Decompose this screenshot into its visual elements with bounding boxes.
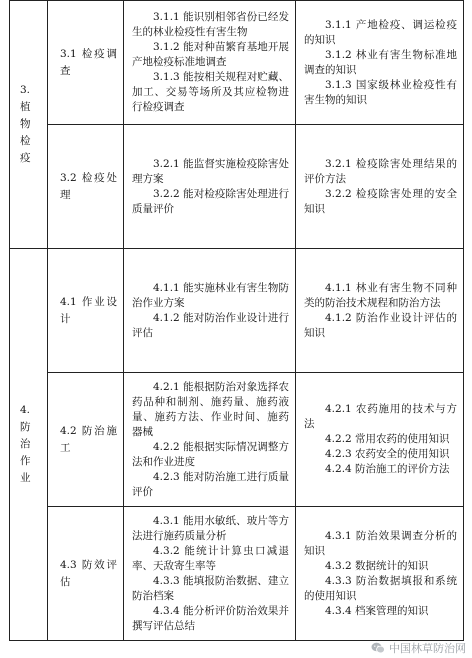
skill-item: 4.3.2 能统计计算虫口减退率、天敌寄生率等 — [132, 544, 289, 572]
work-item-cell — [48, 249, 124, 373]
knowledge-item: 3.2.2 检疫除害处理的安全知识 — [304, 187, 457, 215]
watermark-text: 中国林草防治网 — [389, 642, 466, 655]
knowledge-cell — [296, 249, 464, 373]
skill-item: 3.2.1 能监督实施检疫除害处理方案 — [132, 157, 289, 185]
knowledge-item: 4.3.4 档案管理的知识 — [325, 604, 429, 617]
skill-item: 4.1.1 能实施林业有害生物防治作业方案 — [132, 281, 289, 309]
table-row — [10, 125, 464, 249]
work-item-code-name: 3.1 检疫调查 — [60, 47, 117, 77]
section-name-char: 作 — [20, 455, 31, 467]
table-row — [10, 249, 464, 373]
knowledge-item: 4.3.3 防治数据填报和系统的使用知识 — [304, 574, 457, 602]
knowledge-cell — [296, 507, 464, 641]
watermark — [371, 640, 466, 656]
skill-item: 4.2.2 能根据实际情况调整方法和作业进度 — [132, 440, 289, 468]
knowledge-item: 4.2.4 防治施工的评价方法 — [325, 463, 450, 475]
skill-requirements-cell — [124, 1, 296, 125]
section-cell — [10, 1, 48, 249]
section-number: 4. — [20, 404, 31, 416]
skill-requirements-cell — [124, 249, 296, 373]
work-item-cell — [48, 373, 124, 507]
knowledge-item: 4.2.1 农药施用的技术与方法 — [304, 403, 457, 430]
table-row — [10, 373, 464, 507]
knowledge-item: 3.1.1 产地检疫、调运检疫的知识 — [304, 18, 457, 46]
wechat-icon — [371, 642, 385, 654]
skill-item: 4.3.3 能填报防治数据、建立防治档案 — [132, 574, 289, 602]
knowledge-cell — [296, 1, 464, 125]
section-name-char: 防 — [20, 421, 31, 433]
table-row — [10, 1, 464, 125]
skill-item: 3.1.3 能按相关规程对贮藏、加工、交易等场所及其应检物进行检疫调查 — [132, 71, 289, 113]
knowledge-cell — [296, 373, 464, 507]
skill-item: 4.2.3 能对防治施工进行质量评价 — [132, 470, 289, 498]
skill-item: 3.2.2 能对检疫除害处理进行质量评价 — [132, 187, 289, 215]
section-name-char: 业 — [20, 472, 31, 484]
skill-item: 3.1.1 能识别相邻省份已经发生的林业检疫性有害生物 — [132, 11, 289, 38]
knowledge-item: 3.2.1 检疫除害处理结果的评价方法 — [304, 157, 457, 185]
work-item-cell — [48, 125, 124, 249]
skill-item: 4.3.4 能分析评价防治效果并撰写评估总结 — [132, 604, 289, 632]
skill-requirements-cell — [124, 373, 296, 507]
knowledge-cell — [296, 125, 464, 249]
table-row — [10, 507, 464, 641]
section-name-char: 治 — [20, 438, 31, 450]
section-name-char: 物 — [20, 118, 31, 130]
work-item-code-name: 3.2 检疫处理 — [60, 171, 117, 201]
work-item-code-name: 4.3 防效评估 — [60, 558, 117, 588]
knowledge-item: 3.1.3 国家级林业检疫性有害生物的知识 — [304, 78, 457, 106]
skill-item: 4.3.1 能用水敏纸、玻片等方法进行施药质量分析 — [132, 514, 289, 542]
knowledge-item: 4.3.2 数据统计的知识 — [325, 559, 429, 572]
knowledge-item: 4.1.2 防治作业设计评估的知识 — [304, 311, 457, 339]
section-number: 3. — [20, 84, 31, 96]
work-item-cell — [48, 1, 124, 125]
skill-item: 4.1.2 能对防治作业设计进行评估 — [132, 311, 289, 339]
section-cell — [10, 249, 48, 641]
skill-item: 3.1.2 能对种苗繁育基地开展产地检疫标准地调查 — [132, 41, 289, 68]
work-item-code-name: 4.1 作业设计 — [60, 295, 117, 325]
work-item-code-name: 4.2 防治施工 — [60, 424, 117, 454]
work-item-cell — [48, 507, 124, 641]
knowledge-item: 4.1.1 林业有害生物不同种类的防治技术规程和防治方法 — [304, 281, 457, 309]
skill-item: 4.2.1 能根据防治对象选择农药品种和制剂、施药量、施药液量、施药方法、作业时间、施药器械 — [132, 380, 289, 438]
skill-requirements-cell — [124, 125, 296, 249]
section-name-char: 疫 — [20, 152, 31, 164]
knowledge-item: 4.3.1 防治效果调查分析的知识 — [304, 529, 457, 557]
knowledge-item: 3.1.2 林业有害生物标准地调查的知识 — [304, 48, 457, 76]
skill-standard-table — [9, 0, 464, 641]
skill-requirements-cell — [124, 507, 296, 641]
section-name-char: 植 — [20, 101, 31, 113]
section-name-char: 检 — [20, 135, 31, 147]
knowledge-item: 4.2.2 常用农药的使用知识 — [325, 433, 450, 445]
knowledge-item: 4.2.3 农药安全的使用知识 — [325, 448, 450, 460]
